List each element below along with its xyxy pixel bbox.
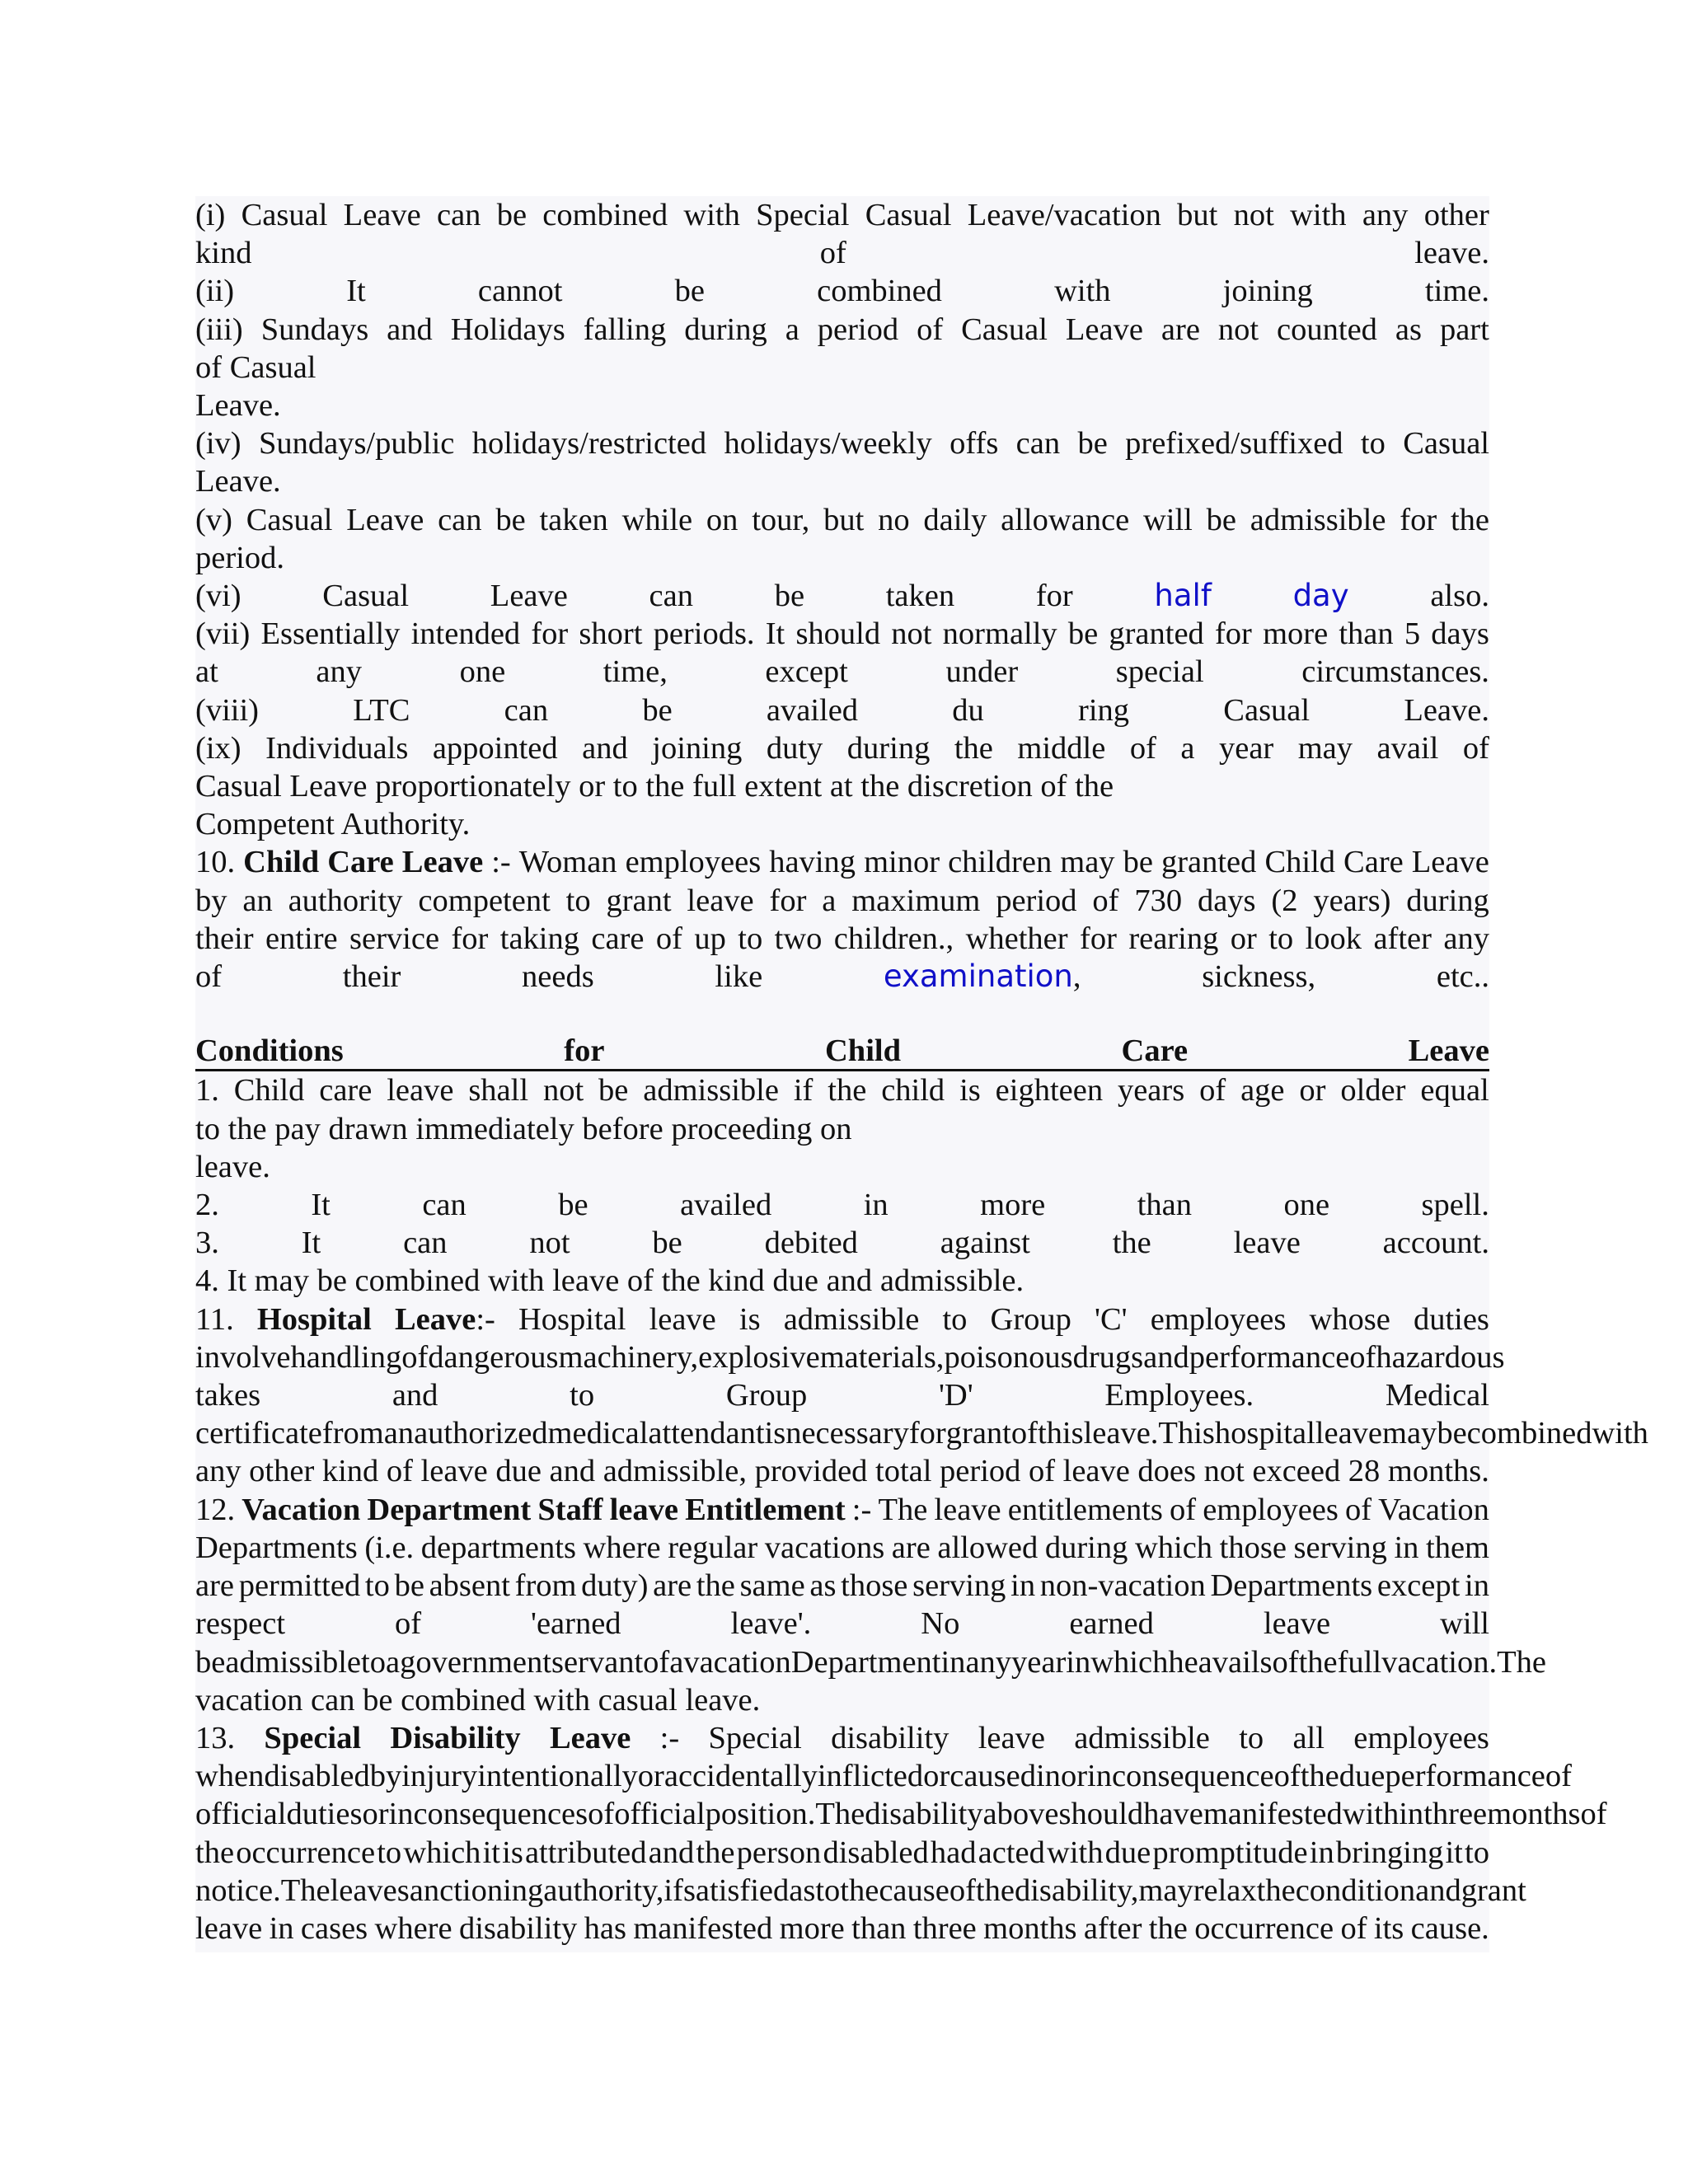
disability-leave-line: leave in cases where disability has manifested more than three months after the occurrence of its cause. — [195, 1910, 1489, 1946]
vacation-leave-line: are permitted to be absent from duty) are the same as those serving in non-vacation Departments except in — [195, 1568, 1489, 1604]
rule-iii: Leave. — [195, 388, 281, 424]
disability-leave-line: official duties or in consequences of official position. The disability above should have manifested within three months of — [195, 1797, 1607, 1832]
rule-iii: of Casual — [195, 349, 316, 385]
highlighted-term: day — [1292, 578, 1349, 614]
spacer — [195, 996, 1489, 1033]
vacation-leave-line: respect of 'earned leave'. No earned leave will — [195, 1606, 1489, 1642]
condition-1: leave. — [195, 1149, 270, 1184]
hospital-leave-line: involve handling of dangerous machinery, explosive materials, poisonous drugs and performance of hazardous — [195, 1339, 1505, 1375]
rule-iv: Leave. — [195, 464, 281, 499]
condition-4: 4. It may be combined with leave of the kind due and admissible. — [195, 1263, 1025, 1299]
vacation-leave-line: 12. Vacation Department Staff leave Entitlement :- The leave entitlements of employees of Vacation — [195, 1492, 1489, 1527]
disability-leave-line: when disabled by injury intentionally or accidentally inflicted or caused in or in consequence of the due performance of — [195, 1759, 1572, 1794]
document-text — [195, 196, 1648, 1952]
hospital-leave-line: certificate from an authorized medical attendant is necessary for grant of this leave. This hospital leave may be combined with — [195, 1416, 1648, 1451]
hospital-leave-line: takes and to Group 'D' Employees. Medical — [195, 1378, 1489, 1413]
condition-1: 1. Child care leave shall not be admissible if the child is eighteen years of age or older equal — [195, 1073, 1489, 1108]
vacation-leave-line: Departments (i.e. departments where regular vacations are allowed during which those serving in them — [195, 1530, 1489, 1565]
conditions-heading: Conditions for Child Care Leave — [195, 1033, 1489, 1071]
disability-leave-line: notice. The leave sanctioning authority, if satisfied as to the cause of the disability, may relax the condition and grant — [195, 1872, 1526, 1908]
rule-iii: (iii) Sundays and Holidays falling during a period of Casual Leave are not counted as part — [195, 312, 1489, 347]
rule-ix: (ix) Individuals appointed and joining duty during the middle of a year may avail of — [195, 730, 1489, 766]
vacation-leave-line: vacation can be combined with casual leave. — [195, 1682, 761, 1718]
highlighted-term: examination — [883, 958, 1073, 995]
condition-3: 3. It can not be debited against the leave account. — [195, 1226, 1489, 1261]
rule-ii: (ii) It cannot be combined with joining time. — [195, 274, 1489, 309]
condition-2: 2. It can be availed in more than one spell. — [195, 1188, 1489, 1223]
disability-leave-line: the occurrence to which it is attributed and the person disabled had acted with due promptitude in bringing it to — [195, 1835, 1489, 1870]
rule-vii: at any one time, except under special circumstances. — [195, 654, 1489, 690]
rule-viii: (viii) LTC can be availed du ring Casual Leave. — [195, 692, 1489, 728]
rule-vi: (vi) Casual Leave can be taken for half day also. — [195, 577, 1489, 615]
rule-i: kind of leave. — [195, 236, 1489, 271]
rule-iv: (iv) Sundays/public holidays/restricted holidays/weekly offs can be prefixed/suffixed to Casual — [195, 426, 1489, 462]
disability-leave-line: 13. Special Disability Leave :- Special disability leave admissible to all employees — [195, 1720, 1489, 1755]
rule-vii: (vii) Essentially intended for short periods. It should not normally be granted for more than 5 days — [195, 616, 1489, 652]
child-care-line: their entire service for taking care of up to two children., whether for rearing or to look after any — [195, 921, 1489, 956]
rule-v: (v) Casual Leave can be taken while on tour, but no daily allowance will be admissible for the — [195, 502, 1489, 537]
child-care-line: 10. Child Care Leave :- Woman employees having minor children may be granted Child Care Leave — [195, 845, 1489, 880]
vacation-leave-line: be admissible to a government servant of a vacation Department in any year in which he avails of the full vacation. The — [195, 1644, 1546, 1680]
condition-1: to the pay drawn immediately before proceeding on — [195, 1111, 852, 1146]
child-care-line: by an authority competent to grant leave for a maximum period of 730 days (2 years) during — [195, 883, 1489, 918]
hospital-leave-line: 11. Hospital Leave:- Hospital leave is admissible to Group 'C' employees whose duties — [195, 1301, 1489, 1337]
rule-i: (i) Casual Leave can be combined with Special Casual Leave/vacation but not with any other — [195, 198, 1489, 232]
hospital-leave-line: any other kind of leave due and admissible, provided total period of leave does not exceed 28 months. — [195, 1454, 1489, 1489]
rule-ix: Competent Authority. — [195, 807, 471, 842]
rule-ix: Casual Leave proportionately or to the full extent at the discretion of the — [195, 769, 1114, 804]
rule-v: period. — [195, 540, 284, 575]
highlighted-term: half — [1154, 578, 1212, 614]
child-care-line: of their needs like examination, sickness, etc.. — [195, 958, 1489, 995]
